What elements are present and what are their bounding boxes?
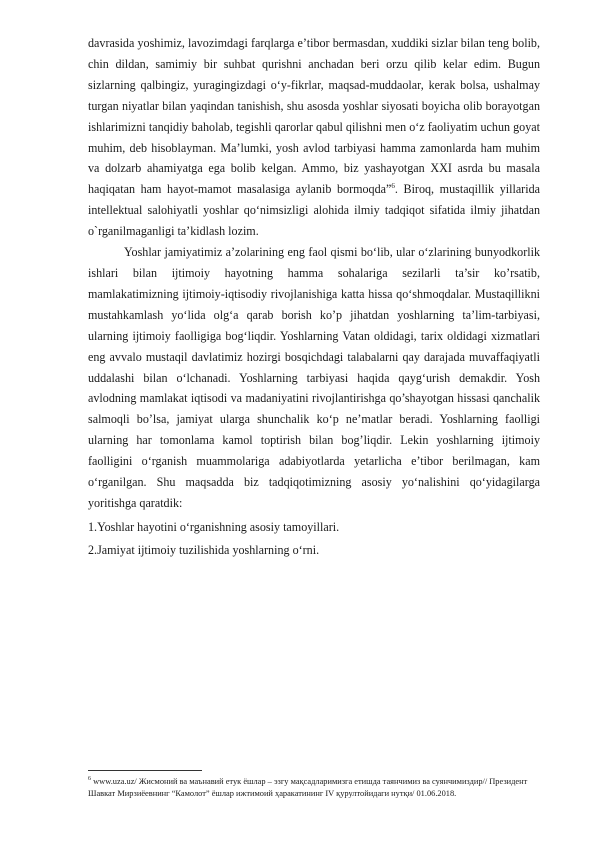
footnote-text: www.uza.uz/ Жисмоний ва маънавий етук ёшлар – эзгу мақсадларимизга етишда таянчимиз ва суянчимиздир// Президент Шавкат Мирзиёевнинг “Камолот” ёшлар ижтимоий ҳаракатининг IV қурултойидаги нутқи/ 01.06.2018.	[88, 777, 528, 799]
footnote-divider	[88, 770, 202, 771]
footnote-number: 6	[88, 776, 91, 783]
paragraph-1	[88, 33, 540, 242]
paragraph-2: Yoshlar jamiyatimiz a’zolarining eng faol qismi bo‘lib, ular o‘zlarining bunyodkorlik ishlari bilan ijtimoiy hayotning hamma sohalariga sezilarli ta’sir ko’rsatib, mamlakatimizning ijtimoiy-iqtisodiy rivojlanishiga katta hissa qo‘shmoqdalar. Mustaqillikni mustahkamlash yo‘lida olg‘a qarab borish ko’p jihatdan yoshlarning ta’lim-tarbiyasi, ularning ijtimoiy faolligiga bog‘liqdir. Yoshlarning Vatan oldidagi, tarix oldidagi xizmatlari eng avvalo mustaqil davlatimiz hozirgi bosqichdagi talabalarni qay darajada muvaffaqiyatli uddalashi bilan o‘lchanadi. Yoshlarning tarbiyasi haqida qayg‘urish demakdir. Yosh avlodning mamlakat iqtisodi va madaniyatini rivojlantirishga qo’shayotgan hissasi qanchalik salmoqli bo’lsa, jamiyat ularga shunchalik ko‘p ne’matlar beradi. Yoshlarning faolligi ularning har tomonlama kamol toptirish bilan bog’liqdir. Lekin yoshlarning ijtimoiy faolligini o‘rganish muammolariga adabiyotlarda yetarlicha e’tibor berilmagan, kam o‘rganilgan. Shu maqsadda biz tadqiqotimizning asosiy yo‘nalishini qo‘yidagilarga yoritishga qaratdik:	[88, 245, 540, 510]
footnote	[88, 776, 540, 800]
list-item: 1.Yoshlar hayotini o‘rganishning asosiy tamoyillari.	[88, 519, 340, 534]
footnote-reference[interactable]: 6	[391, 182, 395, 191]
body-text	[88, 33, 540, 562]
list-item: 2.Jamiyat ijtimoiy tuzilishida yoshlarning o‘rni.	[88, 542, 320, 557]
paragraph-1-continuation: . Biroq, mustaqillik yillarida intellektual salohiyatli yoshlar qo‘nimsizligi alohida ilmiy tadqiqot sifatida ilmiy jihatdan o`rganilmaganligi ta’kidlash lozim.	[88, 182, 540, 239]
paragraph-1-text: davrasida yoshimiz, lavozimdagi farqlarga e’tibor bermasdan, xuddiki sizlar bilan teng bolib, chin dildan, samimiy bir suhbat qurishni anchadan beri orzu qilib kelar edim. Bugun sizlarning qalbingiz, yuragingizdagi o‘y-fikrlar, maqsad-muddaolar, kerak bolsa, ushalmay turgan niyatlar bilan yaqindan tanishish, shu asosda yoshlar siyosati boyicha olib borayotgan ishlarimizni tanqidiy baholab, tegishli qarorlar qabul qilishni men o‘z faoliyatim uchun goyat muhim, deb hisoblayman. Ma’lumki, yosh avlod tarbiyasi hamma zamonlarda ham muhim va dolzarb ahamiyatga ega bolib kelgan. Ammo, biz yashayotgan XXI asrda bu masala haqiqatan ham hayot-mamot masalasiga aylanib bormoqda”	[88, 36, 540, 197]
